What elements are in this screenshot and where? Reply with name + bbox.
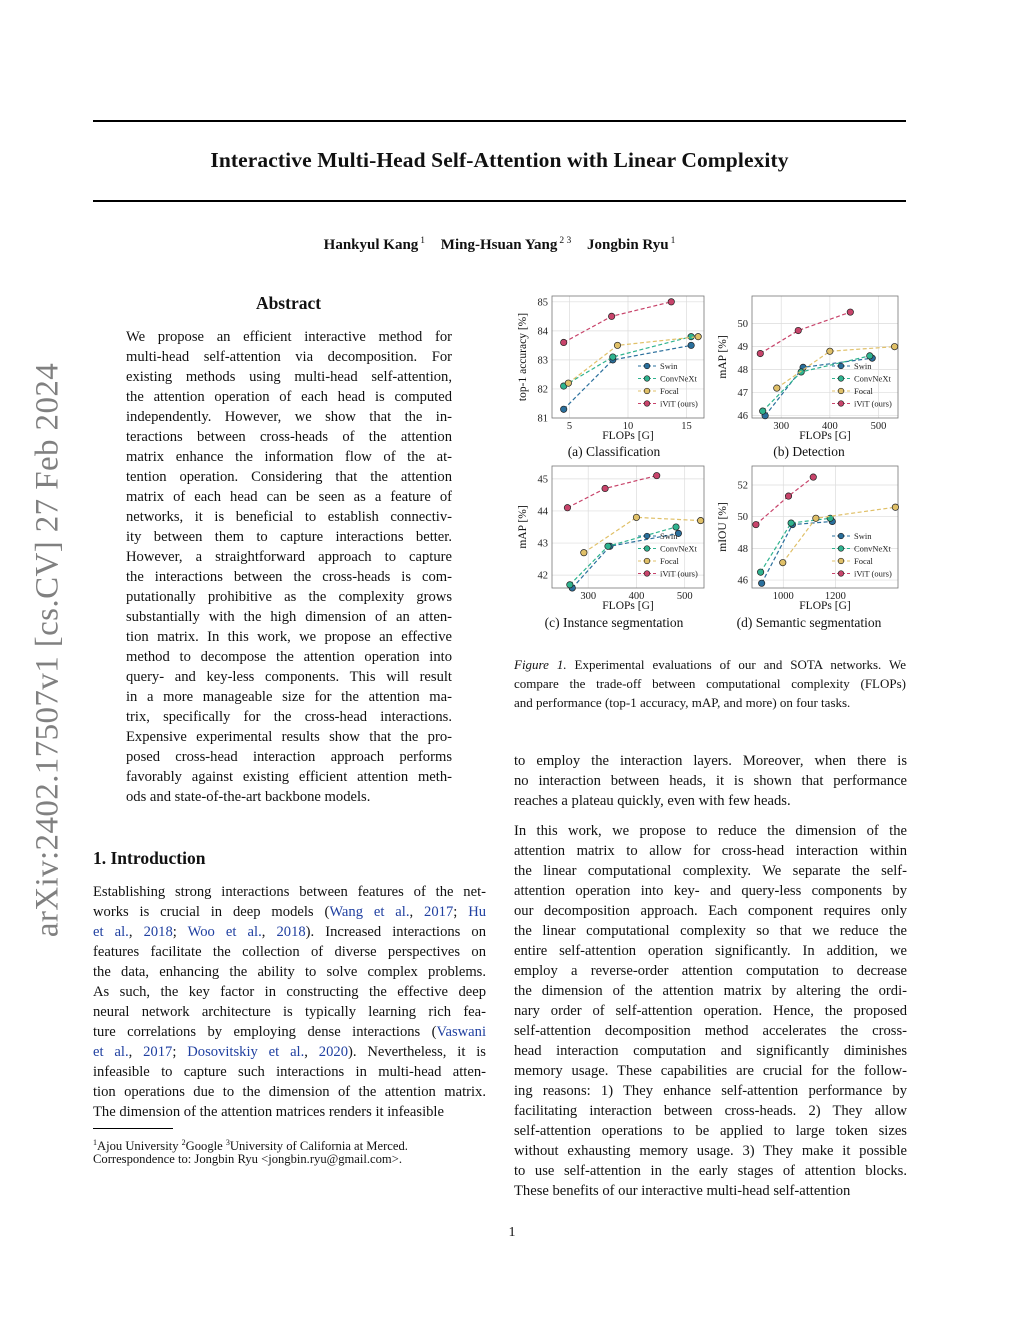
citation-link[interactable]: Woo et al.: [187, 924, 262, 940]
abstract-line: putationally prohibitive as the complexity grows: [126, 589, 452, 605]
text-run: ;: [172, 924, 188, 940]
series-line: [760, 312, 850, 353]
legend-marker: [644, 388, 650, 394]
legend-marker: [644, 533, 650, 539]
author: Hankyul Kang $^1$: [323, 236, 426, 253]
citation-link[interactable]: et al.: [93, 1044, 129, 1060]
abstract-line: matrix of each head can be seen as a feature of: [126, 489, 452, 505]
data-point: [565, 380, 571, 386]
data-point: [688, 342, 694, 348]
text-run: ;: [172, 1044, 188, 1060]
abstract-line: multi-head self-attention via decomposition. For: [126, 349, 452, 365]
page-number: 1: [508, 1225, 516, 1240]
x-tick-label: 500: [870, 421, 887, 432]
y-axis-label: mIOU [%]: [717, 502, 729, 552]
text-run: infeasible to capture such interactions in multi-head atten-: [93, 1064, 486, 1080]
affiliation-text: Google: [185, 1139, 226, 1154]
body-line: to use self-attention in the early stages of attention blocks.: [514, 1163, 907, 1179]
body-line: reaches a plateau quickly, even with few heads.: [514, 793, 791, 809]
body-line: [93, 1002, 486, 1022]
y-tick-label: 50: [737, 512, 748, 524]
x-axis-label: FLOPs [G]: [602, 430, 654, 442]
data-point: [798, 369, 804, 375]
body-line: self-attention decomposition method accelerates the cross-: [514, 1023, 907, 1039]
text-run: ). Increased interactions on: [305, 924, 487, 940]
y-tick-label: 48: [737, 365, 748, 377]
body-line: [93, 902, 486, 922]
text-run: As such, the key factor in constructing the effective deep: [93, 984, 486, 1000]
citation-link[interactable]: et al.: [93, 924, 129, 940]
body-line: entire self-attention operation significantly. In addition, we: [514, 943, 907, 959]
body-line: head interaction computation and significantly diminishes: [514, 1043, 907, 1059]
body-line: In this work, we propose to reduce the dimension of the: [514, 823, 907, 839]
legend-label: Swin: [660, 531, 678, 541]
data-point: [753, 521, 759, 527]
body-line: [93, 942, 486, 962]
legend-marker: [838, 558, 844, 564]
text-run: features facilitate the collection of diverse perspectives on: [93, 944, 486, 960]
legend-marker: [838, 571, 844, 577]
body-line: These benefits of our interactive multi-head self-attention: [514, 1183, 851, 1199]
data-point: [668, 299, 674, 305]
abstract-line: favorably against existing efficient attention meth-: [126, 769, 452, 785]
abstract-line: posed cross-head interaction approach performs: [126, 749, 452, 765]
affiliation-marker: 1: [93, 1138, 97, 1147]
data-point: [891, 343, 897, 349]
body-line: nary order of self-attention operation. Hence, the proposed: [514, 1003, 907, 1019]
legend-label: ConvNeXt: [854, 543, 891, 554]
legend-marker: [644, 558, 650, 564]
abstract-line: trix, specifically for the cross-head interactions.: [126, 709, 452, 725]
legend-marker: [838, 363, 844, 369]
text-run: ,: [128, 1044, 144, 1060]
abstract-line: the interactions between the cross-heads is com-: [126, 569, 452, 585]
legend-label: Focal: [660, 386, 679, 396]
abstract-line: tion matrix. In this work, we propose an effective: [126, 629, 452, 645]
data-point: [697, 517, 703, 523]
legend-marker: [644, 546, 650, 552]
text-run: ,: [409, 904, 425, 920]
legend-label: Focal: [854, 386, 873, 396]
citation-link[interactable]: Hu: [468, 904, 487, 920]
y-axis-label: mAP [%]: [717, 335, 729, 379]
caption-line: and performance (top-1 accuracy, mAP, and more) on four tasks.: [514, 695, 851, 710]
legend-marker: [644, 571, 650, 577]
author: Ming-Hsuan Yang $^{2 3}$: [440, 236, 572, 253]
data-point: [581, 549, 587, 555]
body-line: without exhausting memory usage. 3) They make it possible: [514, 1143, 907, 1159]
data-point: [560, 406, 566, 412]
author-list: [93, 236, 906, 254]
abstract-line: matrix enhance the information flow of the at-: [126, 449, 452, 465]
data-point: [608, 313, 614, 319]
affiliation-text: University of California at Merced.: [229, 1139, 408, 1154]
data-point: [605, 543, 611, 549]
footnote-correspondence: Correspondence to: Jongbin Ryu <jongbin.ryu@gmail.com>.: [93, 1152, 402, 1166]
x-tick-label: 1200: [824, 591, 846, 602]
x-tick-label: 400: [628, 591, 645, 602]
x-tick-label: 15: [681, 421, 692, 432]
abstract-line: in a more manageable size for the attention ma-: [126, 689, 452, 705]
body-line: our decomposition approach. Each component requires only: [514, 903, 907, 919]
data-point: [847, 309, 853, 315]
x-tick-label: 300: [580, 591, 597, 602]
abstract-line: query- and key-less components. This will result: [126, 669, 452, 685]
data-point: [633, 514, 639, 520]
footnote-rule: [93, 1128, 173, 1129]
text-run: ture correlations by employing dense interactions (: [93, 1024, 437, 1040]
legend-label: Focal: [854, 556, 873, 566]
legend-label: Swin: [660, 361, 678, 371]
citation-link[interactable]: 2017: [143, 1044, 173, 1060]
legend-marker: [838, 546, 844, 552]
text-run: ). Nevertheless, it is: [347, 1044, 486, 1060]
y-axis-label: mAP [%]: [517, 505, 529, 549]
text-run: ,: [304, 1044, 319, 1060]
abstract-line: networks, it is beneficial to establish connectiv-: [126, 509, 452, 525]
y-axis-label: top-1 accuracy [%]: [517, 312, 529, 402]
body-line: [93, 1062, 486, 1082]
abstract-line: Expensive experimental results show that the pro-: [126, 729, 452, 745]
legend-label: iViT (ours): [854, 568, 892, 579]
x-axis-label: FLOPs [G]: [799, 430, 851, 442]
text-run: ;: [453, 904, 469, 920]
data-point: [654, 472, 660, 478]
subcaption-a: (a) Classification: [567, 444, 661, 459]
chart-instance-segmentation: [514, 460, 712, 610]
y-tick-label: 84: [537, 326, 548, 338]
data-point: [673, 524, 679, 530]
body-line: employ a reverse-order attention computation to decrease: [514, 963, 907, 979]
y-tick-label: 46: [737, 411, 748, 423]
body-line: memory usage. These capabilities are crucial for the follow-: [514, 1063, 907, 1079]
y-tick-label: 46: [737, 575, 748, 587]
title-rule-top: [93, 120, 906, 122]
x-tick-label: 300: [773, 421, 790, 432]
text-run: works is crucial in deep models (: [93, 904, 330, 920]
abstract-line: substantially with the high dimension of an atten-: [126, 609, 452, 625]
x-tick-label: 400: [821, 421, 838, 432]
y-tick-label: 81: [537, 413, 548, 425]
author: Jongbin Ryu $^1$: [586, 236, 676, 253]
x-tick-label: 500: [676, 591, 693, 602]
y-tick-label: 48: [737, 543, 748, 555]
body-line: the linear computational complexity. We separate the self-: [514, 863, 907, 879]
legend-label: iViT (ours): [854, 398, 892, 409]
section-heading: 1. Introduction: [93, 848, 206, 868]
data-point: [602, 485, 608, 491]
abstract-line: We propose an efficient interactive method for: [126, 329, 452, 345]
legend-marker: [644, 401, 650, 407]
text-run: the data, enhancing the ability to solve complex problems.: [93, 964, 486, 980]
y-tick-label: 44: [537, 506, 548, 518]
legend-marker: [838, 376, 844, 382]
abstract-line: teractions between cross-heads of the attention: [126, 429, 452, 445]
abstract-line: the attention operation of each head is computed: [126, 389, 452, 405]
text-run: ,: [261, 924, 277, 940]
legend-label: ConvNeXt: [660, 543, 697, 554]
data-point: [788, 520, 794, 526]
citation-link[interactable]: 2018: [143, 924, 173, 940]
body-line: no interaction between heads, it is shown that performance: [514, 773, 907, 789]
text-run: neural network architecture is typically learning rich fea-: [93, 1004, 486, 1020]
subcaption-b: (b) Detection: [773, 444, 845, 459]
legend-label: Focal: [660, 556, 679, 566]
data-point: [813, 515, 819, 521]
body-line: [93, 882, 486, 902]
x-tick-label: 5: [566, 421, 573, 432]
body-line: [93, 1022, 486, 1042]
body-line: attention operation into key- and query-less components by: [514, 883, 907, 899]
legend-label: ConvNeXt: [854, 373, 891, 384]
body-line: the dimension of the attention matrix by altering the ordi-: [514, 983, 907, 999]
chart-svg: [514, 290, 712, 440]
data-point: [564, 505, 570, 511]
data-point: [795, 327, 801, 333]
chart-svg: [514, 460, 712, 610]
abstract-line: ods and state-of-the-art backbone models.: [126, 789, 371, 805]
data-point: [758, 580, 764, 586]
data-point: [810, 474, 816, 480]
y-tick-label: 45: [537, 474, 548, 486]
citation-link[interactable]: 2018: [276, 924, 306, 940]
affiliation-text: Ajou University: [97, 1139, 182, 1154]
body-line: attention matrix to allow for cross-head interaction within: [514, 843, 907, 859]
abstract-line: ity between them to capture interactions better.: [126, 529, 452, 545]
caption-line: compare the trade-off between computational complexity (FLOPs): [514, 676, 906, 691]
data-point: [567, 582, 573, 588]
legend-marker: [644, 363, 650, 369]
chart-svg: [714, 290, 906, 440]
x-tick-label: 1000: [772, 591, 794, 602]
legend-label: Swin: [854, 361, 872, 371]
body-line: [93, 962, 486, 982]
data-point: [760, 408, 766, 414]
body-line: facilitating interaction between cross-heads. 2) They allow: [514, 1103, 907, 1119]
citation-link[interactable]: Vaswani: [436, 1024, 486, 1040]
body-line: the linear computational complexity so that we reduce the: [514, 923, 907, 939]
paper-title: Interactive Multi-Head Self-Attention with Linear Complexity: [210, 148, 789, 172]
subcaption-d: (d) Semantic segmentation: [736, 615, 882, 630]
text-run: The dimension of the attention matrices renders it infeasible: [93, 1104, 444, 1120]
arxiv-identifier: arXiv:2402.17507v1 [cs.CV] 27 Feb 2024: [29, 362, 66, 938]
text-run: Establishing strong interactions between features of the net-: [93, 884, 486, 900]
legend-marker: [838, 401, 844, 407]
abstract-line: tention operation. Considering that the attention: [126, 469, 452, 485]
body-line: [93, 922, 486, 942]
data-point: [757, 569, 763, 575]
chart-detection: [714, 290, 906, 440]
body-line: self-attention operations to be applied to large token sizes: [514, 1123, 907, 1139]
chart-classification: [514, 290, 712, 440]
x-tick-label: 10: [622, 421, 634, 432]
chart-semantic-segmentation: [714, 460, 906, 610]
data-point: [610, 354, 616, 360]
abstract-line: independently. However, we show that the in-: [126, 409, 452, 425]
data-point: [867, 353, 873, 359]
subcaption-c: (c) Instance segmentation: [544, 615, 684, 630]
affiliation-marker: 2: [181, 1138, 186, 1147]
data-point: [780, 559, 786, 565]
x-axis-label: FLOPs [G]: [602, 600, 654, 612]
caption-line: Figure 1. Experimental evaluations of our and SOTA networks. We: [514, 657, 906, 672]
data-point: [757, 350, 763, 356]
body-line: ing reasons: 1) They enhance self-attention performance by: [514, 1083, 907, 1099]
legend-marker: [644, 376, 650, 382]
citation-link[interactable]: Wang et al.: [329, 904, 410, 920]
legend-marker: [838, 388, 844, 394]
citation-link[interactable]: Dosovitskiy et al.: [187, 1044, 305, 1060]
body-line: [93, 1042, 486, 1062]
y-tick-label: 49: [737, 342, 748, 354]
series-line: [564, 302, 672, 343]
data-point: [614, 342, 620, 348]
y-tick-label: 43: [537, 538, 548, 550]
y-tick-label: 82: [537, 384, 548, 396]
y-tick-label: 85: [537, 297, 548, 309]
legend-label: ConvNeXt: [660, 373, 697, 384]
y-tick-label: 83: [537, 355, 548, 367]
y-tick-label: 52: [737, 480, 748, 492]
legend-label: iViT (ours): [660, 398, 698, 409]
data-point: [695, 333, 701, 339]
data-point: [560, 339, 566, 345]
data-point: [785, 493, 791, 499]
body-line: [93, 1082, 486, 1102]
title-rule-bottom: [93, 200, 906, 202]
y-tick-label: 47: [737, 388, 748, 400]
text-run: tion operations due to the dimension of the attention matrix.: [93, 1084, 486, 1100]
figure-caption: [514, 655, 906, 712]
legend-label: Swin: [854, 531, 872, 541]
abstract-heading: Abstract: [255, 293, 322, 313]
body-line: [93, 1102, 486, 1122]
text-run: ,: [128, 924, 144, 940]
y-tick-label: 42: [537, 570, 548, 582]
data-point: [827, 348, 833, 354]
y-tick-label: 50: [737, 319, 748, 331]
chart-svg: [714, 460, 906, 610]
legend-label: iViT (ours): [660, 568, 698, 579]
citation-link[interactable]: 2020: [318, 1044, 348, 1060]
data-point: [892, 504, 898, 510]
x-axis-label: FLOPs [G]: [799, 600, 851, 612]
body-line: to employ the interaction layers. Moreover, when there is: [514, 753, 907, 769]
abstract-line: method to decompose the attention operation into: [126, 649, 452, 665]
abstract-line: existing methods using multi-head self-attention,: [126, 369, 452, 385]
legend-marker: [838, 533, 844, 539]
affiliation-marker: 3: [225, 1138, 230, 1147]
series-line: [756, 477, 813, 525]
body-line: [93, 982, 486, 1002]
series-line: [567, 476, 656, 508]
citation-link[interactable]: 2017: [424, 904, 454, 920]
abstract-line: However, a straightforward approach to capture: [126, 549, 452, 565]
data-point: [774, 385, 780, 391]
